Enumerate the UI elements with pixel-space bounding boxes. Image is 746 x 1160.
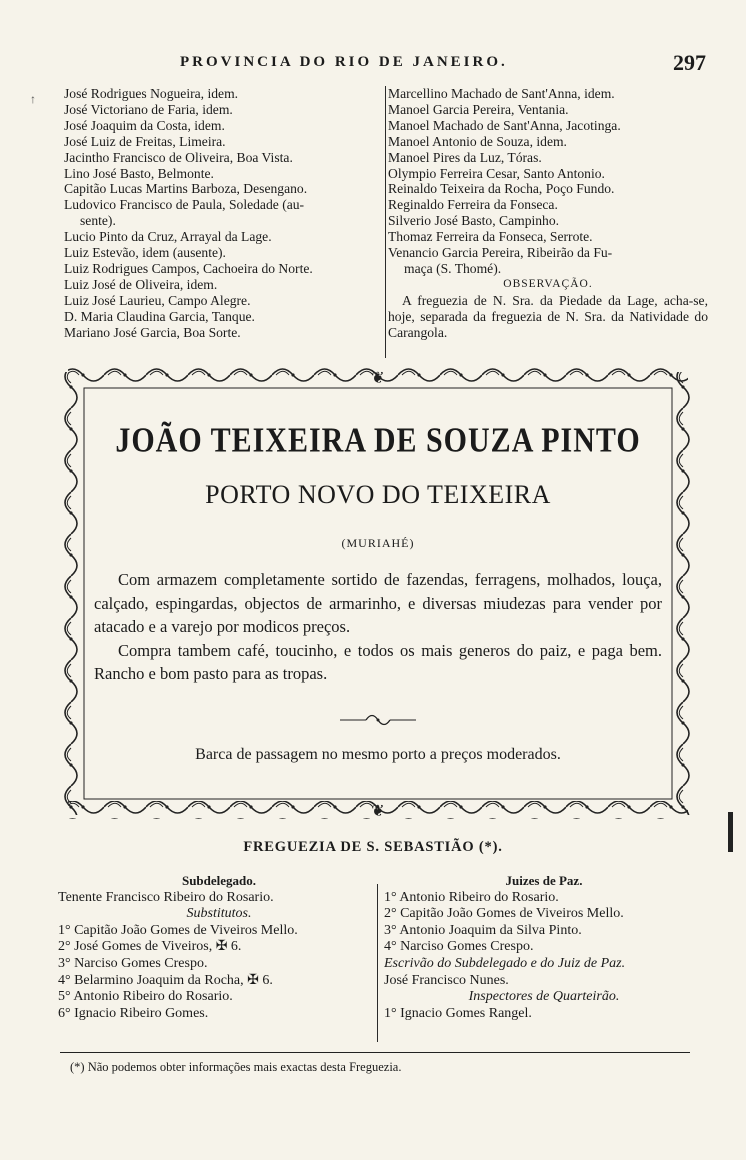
list-item: 1° Ignacio Gomes Rangel. (384, 1005, 532, 1021)
advertisement-body (94, 568, 662, 686)
observation-text: A freguezia de N. Sra. da Piedade da Lage, acha-se, hoje, separada da freguezia de N. Sra. da Natividade do Carangola. (388, 292, 708, 340)
merchant-place: PORTO NOVO DO TEIXEIRA (205, 480, 551, 509)
list-item: Ludovico Francisco de Paula, Soledade (au- (64, 197, 305, 213)
list-item: Manoel Antonio de Souza, idem. (388, 133, 567, 149)
list-item: Luiz Estevão, idem (ausente). (64, 245, 226, 261)
list-item: 5° Antonio Ribeiro do Rosario. (58, 989, 233, 1005)
juizes-heading: Juizes de Paz. (505, 873, 583, 888)
list-item: Lucio Pinto da Cruz, Arrayal da Lage. (64, 229, 272, 245)
page-header (60, 50, 706, 78)
merchant-name: JOÃO TEIXEIRA DE SOUZA PINTO (115, 421, 641, 460)
footnote: (*) Não podemos obter informações mais exactas desta Freguezia. (70, 1060, 402, 1074)
list-item: maça (S. Thomé). (404, 260, 502, 276)
list-item: Manoel Pires da Luz, Tóras. (388, 149, 542, 165)
list-item: D. Maria Claudina Garcia, Tanque. (64, 308, 255, 324)
section-title: FREGUEZIA DE S. SEBASTIÃO (*). (243, 839, 503, 855)
list-item: 4° Belarmino Joaquim da Rocha, ✠ 6. (58, 972, 273, 988)
list-item: 3° Antonio Joaquim da Silva Pinto. (384, 922, 582, 938)
footnote-rule (60, 1052, 690, 1053)
inspectores-heading: Inspectores de Quarteirão. (468, 989, 620, 1005)
column-divider (377, 884, 378, 1042)
merchant-region: (MURIAHÉ) (341, 536, 415, 550)
list-item: Capitão Lucas Martins Barboza, Desengano. (64, 181, 308, 197)
svg-text:❦: ❦ (371, 368, 385, 387)
list-item: 2° Capitão João Gomes de Viveiros Mello. (384, 906, 624, 922)
list-item: Marcellino Machado de Sant'Anna, idem. (388, 86, 615, 101)
running-title: PROVINCIA DO RIO DE JANEIRO. (180, 54, 508, 70)
list-item: Manoel Machado de Sant'Anna, Jacotinga. (388, 117, 621, 133)
svg-text:❦: ❦ (371, 801, 385, 820)
list-item: Manoel Garcia Pereira, Ventania. (388, 101, 569, 117)
juizes-block (384, 873, 704, 1022)
list-item: 2° José Gomes de Viveiros, ✠ 6. (58, 939, 242, 955)
list-item: José Joaquim da Costa, idem. (64, 117, 225, 133)
list-item: José Rodrigues Nogueira, idem. (64, 86, 239, 101)
subdelegado-block (58, 873, 380, 1022)
list-item: Luiz José Laurieu, Campo Alegre. (64, 292, 251, 308)
list-item: Mariano José Garcia, Boa Sorte. (64, 324, 241, 340)
advertisement (62, 366, 694, 821)
list-item: Silverio José Basto, Campinho. (388, 213, 560, 229)
advertisement-paragraph: Compra tambem café, toucinho, e todos os mais generos do paiz, e paga bem. Rancho e bom pasto para as tropas. (94, 640, 662, 683)
list-item: 6° Ignacio Ribeiro Gomes. (58, 1005, 209, 1021)
list-item: Jacintho Francisco de Oliveira, Boa Vista. (64, 149, 293, 165)
advertisement-paragraph: Com armazem completamente sortido de fazendas, ferragens, molhados, louça, calçado, espingardas, objectos de armarinho, e diversas miudezas para vender por atacado e a varejo por modicos preços. (94, 570, 662, 636)
list-item: José Victoriano de Faria, idem. (64, 101, 233, 117)
right-name-list (388, 86, 708, 341)
list-item: José Luiz de Freitas, Limeira. (64, 133, 226, 149)
list-item: Luiz Rodrigues Campos, Cachoeira do Norte. (64, 260, 313, 276)
list-item: 4° Narciso Gomes Crespo. (384, 939, 534, 955)
subdelegado-name: Tenente Francisco Ribeiro do Rosario. (58, 889, 274, 905)
list-item: Luiz José de Oliveira, idem. (64, 276, 218, 292)
list-item: Reginaldo Ferreira da Fonseca. (388, 197, 558, 213)
list-item: Olympio Ferreira Cesar, Santo Antonio. (388, 165, 605, 181)
list-item: sente). (80, 213, 116, 229)
list-item: Thomaz Ferreira da Fonseca, Serrote. (388, 229, 593, 245)
ferry-notice: Barca de passagem no mesmo porto a preços moderados. (195, 746, 561, 763)
page-number: 297 (673, 50, 706, 75)
escrivao-heading: Escrivão do Subdelegado e do Juiz de Paz. (384, 955, 626, 971)
column-divider (385, 86, 386, 358)
list-item: Reinaldo Teixeira da Rocha, Poço Fundo. (388, 181, 615, 197)
substitutos-heading: Substitutos. (186, 906, 252, 922)
escrivao-name: José Francisco Nunes. (384, 972, 509, 988)
margin-mark: ↑ (30, 92, 36, 106)
list-item: 1° Antonio Ribeiro do Rosario. (384, 889, 559, 905)
flourish-ornament (338, 714, 418, 726)
subdelegado-heading: Subdelegado. (181, 873, 257, 888)
list-item: 1° Capitão João Gomes de Viveiros Mello. (58, 922, 298, 938)
observation-title: OBSERVAÇÃO. (503, 277, 593, 290)
list-item: Lino José Basto, Belmonte. (64, 165, 214, 181)
list-item: 3° Narciso Gomes Crespo. (58, 955, 208, 971)
left-name-list (64, 86, 382, 341)
list-item: Venancio Garcia Pereira, Ribeirão da Fu- (388, 245, 613, 261)
